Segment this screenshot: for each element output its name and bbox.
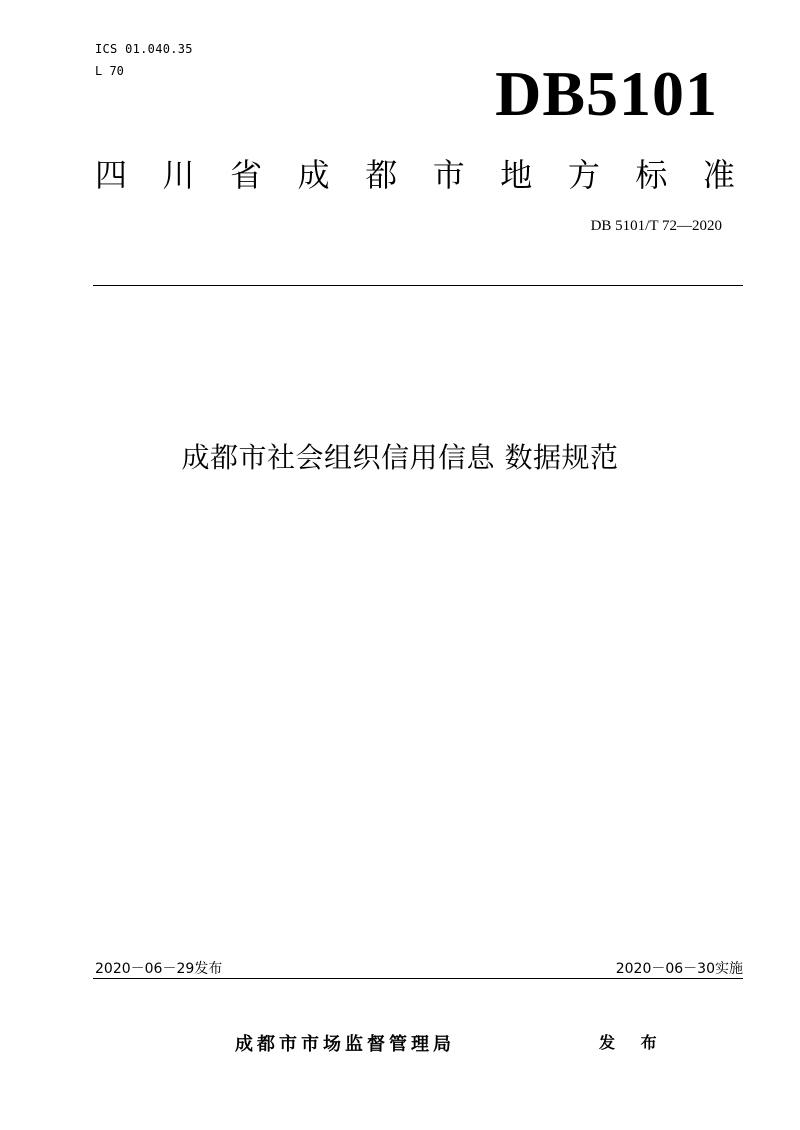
standard-name-char: 川: [162, 156, 195, 194]
implement-date-line: [616, 958, 743, 978]
standard-name-char: 四: [95, 156, 128, 194]
header-divider: [93, 285, 743, 286]
standard-name-char: 标: [635, 156, 668, 194]
footer-divider: [93, 978, 743, 979]
standard-name-char: 市: [432, 156, 465, 194]
standard-name-char: 准: [702, 156, 735, 194]
classification-code: L 70: [95, 64, 124, 78]
document-title: 成都市社会组织信用信息 数据规范: [181, 441, 619, 474]
standard-logo: DB5101: [495, 58, 718, 129]
publish-date: 2020－06－29: [95, 961, 195, 977]
standard-name-char: 地: [500, 156, 533, 194]
ics-code: ICS 01.040.35: [95, 42, 193, 56]
implement-label: 实施: [715, 961, 743, 977]
implement-date: 2020－06－30: [615, 961, 715, 977]
standard-number: DB 5101/T 72—2020: [590, 218, 722, 234]
issued-label: 发 布: [599, 1033, 667, 1052]
publish-label: 发布: [194, 961, 223, 977]
standard-name-char: 成: [297, 156, 330, 194]
publish-date-line: [95, 958, 222, 978]
standard-name-char: 方: [567, 156, 600, 194]
standard-name-char: 都: [365, 156, 398, 194]
standard-category-name: [95, 155, 735, 195]
standard-name-char: 省: [230, 156, 263, 194]
issuing-authority: 成都市市场监督管理局: [235, 1034, 455, 1055]
